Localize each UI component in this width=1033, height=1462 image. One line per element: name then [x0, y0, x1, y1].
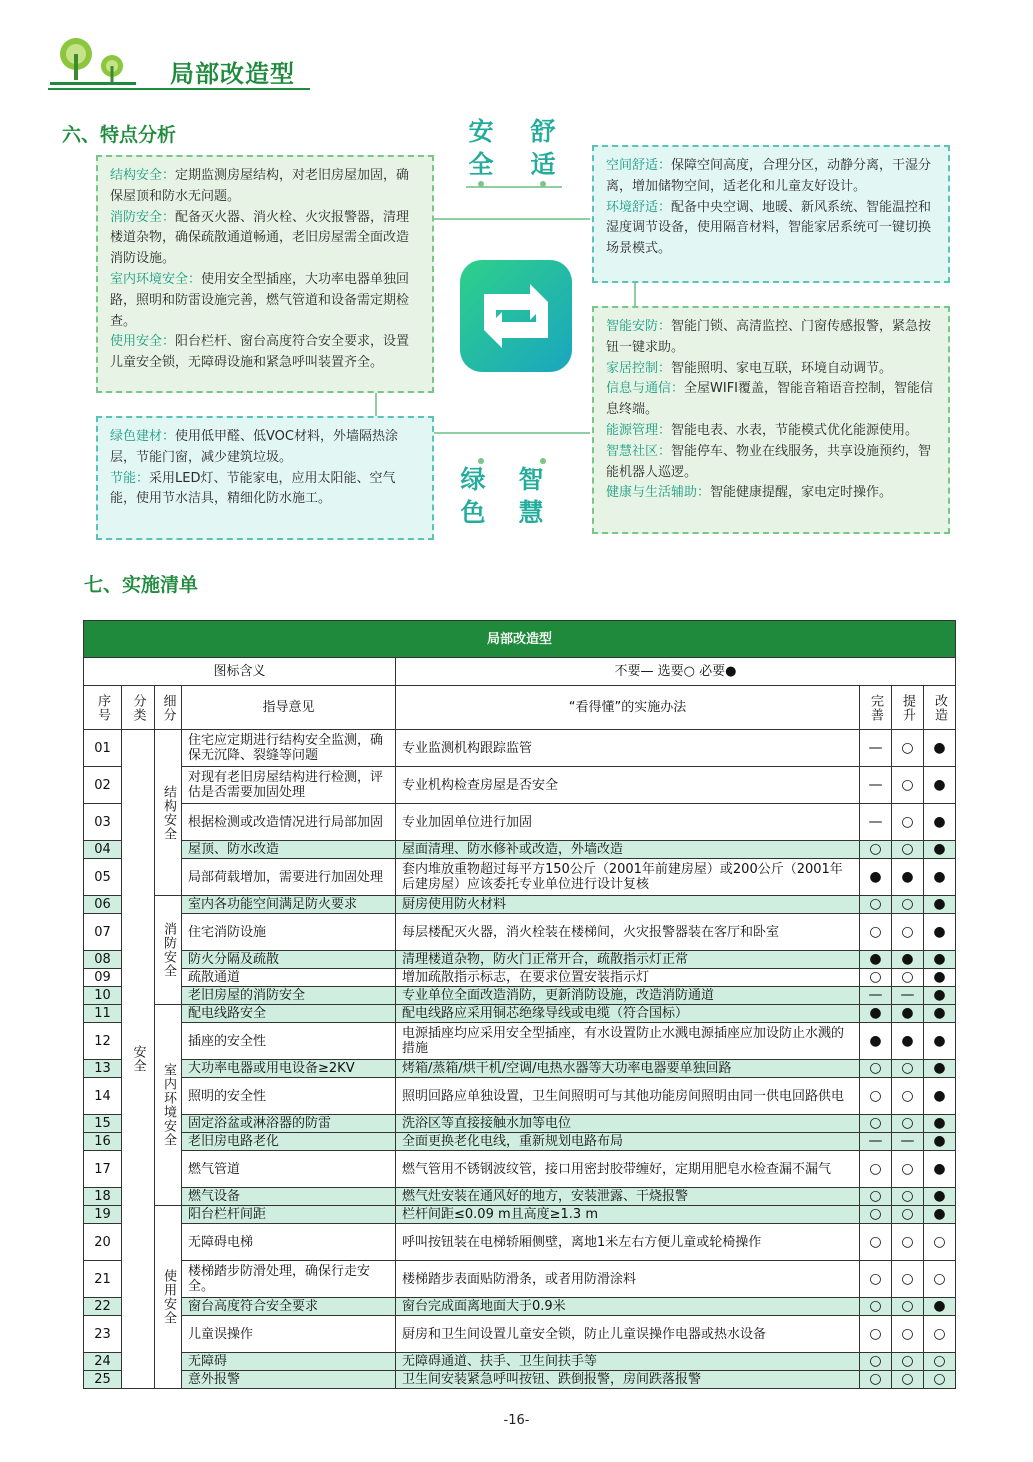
table-row [84, 1224, 956, 1261]
improve-symbol: ○ [860, 841, 892, 859]
renovate-symbol: ● [924, 1188, 956, 1206]
connector-line [430, 218, 590, 220]
guide-cell: 老旧房电路老化 [182, 1133, 396, 1151]
safety-item: 室内环境安全：使用安全型插座，大功率电器单独回路，照明和防雷设施完善，燃气管道和设备需定期检查。 [110, 271, 410, 329]
green-item: 节能：采用LED灯、节能家电，应用太阳能、空气能，使用节水洁具，精细化防水施工。 [110, 470, 396, 507]
center-char-green: 绿 [460, 465, 486, 494]
renovate-symbol: ● [924, 1298, 956, 1316]
subcategory-cell [155, 730, 182, 896]
col-header-cat: 分类 [130, 693, 146, 722]
guide-cell: 住宅应定期进行结构安全监测，确保无沉降、裂缝等问题 [182, 730, 396, 767]
guide-cell: 燃气管道 [182, 1151, 396, 1188]
row-number: 08 [84, 951, 122, 969]
row-number: 20 [84, 1224, 122, 1261]
smart-item: 智能安防：智能门锁、高清监控、门窗传感报警，紧急按钮一键求助。 [606, 319, 932, 355]
guide-cell: 楼梯踏步防滑处理，确保行走安全。 [182, 1261, 396, 1298]
renovate-symbol: ● [924, 804, 956, 841]
upgrade-symbol: ○ [892, 1261, 924, 1298]
center-char-comfort: 舒 [530, 117, 556, 146]
method-cell: 厨房使用防火材料 [396, 896, 860, 914]
upgrade-symbol: ○ [892, 1224, 924, 1261]
upgrade-symbol: ○ [892, 804, 924, 841]
row-number: 25 [84, 1371, 122, 1389]
method-cell: 无障碍通道、扶手、卫生间扶手等 [396, 1353, 860, 1371]
row-number: 13 [84, 1060, 122, 1078]
safety-box [96, 155, 434, 393]
renovate-symbol: ○ [924, 1224, 956, 1261]
category-cell [122, 730, 155, 1389]
method-cell: 专业机构检查房屋是否安全 [396, 767, 860, 804]
row-number: 19 [84, 1206, 122, 1224]
col-header-sub: 细分 [160, 693, 176, 722]
table-row [84, 987, 956, 1005]
method-cell: 燃气管用不锈钢波纹管，接口用密封胶带缠好，定期用肥皂水检查漏不漏气 [396, 1151, 860, 1188]
upgrade-symbol: ○ [892, 1115, 924, 1133]
col-header-c2: 提升 [900, 693, 915, 722]
renovate-symbol: ● [924, 951, 956, 969]
renovate-symbol: ● [924, 1005, 956, 1023]
table-row [84, 859, 956, 896]
method-cell: 清理楼道杂物，防火门正常开合，疏散指示灯正常 [396, 951, 860, 969]
implementation-table [83, 620, 956, 1389]
guide-cell: 固定浴盆或淋浴器的防雷 [182, 1115, 396, 1133]
category-label: 安全 [130, 1045, 146, 1073]
table-row [84, 1151, 956, 1188]
method-cell: 窗台完成面离地面大于0.9米 [396, 1298, 860, 1316]
upgrade-symbol: ○ [892, 1188, 924, 1206]
smart-box [592, 306, 950, 534]
table-row [84, 1371, 956, 1389]
method-cell: 厨房和卫生间设置儿童安全锁，防止儿童误操作电器或热水设备 [396, 1316, 860, 1353]
upgrade-symbol: ○ [892, 1371, 924, 1389]
improve-symbol: ○ [860, 1151, 892, 1188]
method-cell: 烤箱/蒸箱/烘干机/空调/电热水器等大功率电器要单独回路 [396, 1060, 860, 1078]
table-row [84, 1261, 956, 1298]
comfort-item: 空间舒适：保障空间高度，合理分区，动静分离，干湿分离，增加储物空间，适老化和儿童友好设计。 [606, 158, 932, 194]
row-number: 24 [84, 1353, 122, 1371]
row-number: 06 [84, 896, 122, 914]
improve-symbol: ○ [860, 1224, 892, 1261]
comfort-box [592, 145, 950, 283]
subcategory-cell [155, 896, 182, 1005]
improve-symbol: — [860, 804, 892, 841]
table-banner-title: 局部改造型 [84, 621, 956, 658]
upgrade-symbol: ● [892, 1005, 924, 1023]
renovate-symbol: ● [924, 1078, 956, 1115]
row-number: 09 [84, 969, 122, 987]
improve-symbol: ○ [860, 1371, 892, 1389]
upgrade-symbol: ○ [892, 767, 924, 804]
improve-symbol: ● [860, 1005, 892, 1023]
method-cell: 专业单位全面改造消防，更新消防设施，改造消防通道 [396, 987, 860, 1005]
upgrade-symbol: ○ [892, 914, 924, 951]
renovate-symbol: ● [924, 730, 956, 767]
comfort-item: 环境舒适：配备中央空调、地暖、新风系统、智能温控和湿度调节设备，使用隔音材料，智能家居系统可一键切换场景模式。 [606, 199, 932, 257]
guide-cell: 配电线路安全 [182, 1005, 396, 1023]
method-cell: 配电线路应采用铜芯绝缘导线或电缆（符合国标） [396, 1005, 860, 1023]
smart-item: 健康与生活辅助：智能健康提醒，家电定时操作。 [606, 485, 893, 501]
connector-line [375, 392, 377, 416]
renovate-symbol: ● [924, 914, 956, 951]
center-char-safe: 全 [468, 150, 494, 179]
improve-symbol: ○ [860, 969, 892, 987]
method-cell: 栏杆间距≤0.09 m且高度≥1.3 m [396, 1206, 860, 1224]
method-cell: 照明回路应单独设置，卫生间照明可与其他功能房间照明由同一供电回路供电 [396, 1078, 860, 1115]
guide-cell: 对现有老旧房屋结构进行检测，评估是否需要加固处理 [182, 767, 396, 804]
center-char-smart: 智 [518, 465, 544, 494]
guide-cell: 儿童误操作 [182, 1316, 396, 1353]
table-row [84, 1206, 956, 1224]
improve-symbol: ○ [860, 1060, 892, 1078]
method-cell: 卫生间安装紧急呼叫按钮、跌倒报警，房间跌落报警 [396, 1371, 860, 1389]
method-cell: 每层楼配灭火器，消火栓装在楼梯间，火灾报警器装在客厅和卧室 [396, 914, 860, 951]
row-number: 22 [84, 1298, 122, 1316]
renovate-symbol: ● [924, 1060, 956, 1078]
row-number: 07 [84, 914, 122, 951]
upgrade-symbol: — [892, 1133, 924, 1151]
guide-cell: 无障碍 [182, 1353, 396, 1371]
smart-item: 信息与通信：全屋WIFI覆盖，智能音箱语音控制，智能信息终端。 [606, 381, 934, 418]
cycle-arrows-icon [454, 254, 578, 378]
renovate-symbol: ● [924, 987, 956, 1005]
method-cell: 屋面清理、防水修补或改造，外墙改造 [396, 841, 860, 859]
row-number: 05 [84, 859, 122, 896]
method-cell: 全面更换老化电线，重新规划电路布局 [396, 1133, 860, 1151]
method-cell: 洗浴区等直接接触水加等电位 [396, 1115, 860, 1133]
renovate-symbol: ● [924, 1151, 956, 1188]
col-header-no: 序号 [95, 693, 110, 722]
improve-symbol: ○ [860, 1298, 892, 1316]
table-row [84, 730, 956, 767]
renovate-symbol: ● [924, 1023, 956, 1060]
row-number: 14 [84, 1078, 122, 1115]
guide-cell: 住宅消防设施 [182, 914, 396, 951]
upgrade-symbol: ○ [892, 841, 924, 859]
upgrade-symbol: ○ [892, 896, 924, 914]
connector-line [634, 280, 636, 306]
row-number: 04 [84, 841, 122, 859]
table-row [84, 1005, 956, 1023]
renovate-symbol: ● [924, 896, 956, 914]
guide-cell: 窗台高度符合安全要求 [182, 1298, 396, 1316]
subcategory-cell [155, 1005, 182, 1206]
upgrade-symbol: — [892, 987, 924, 1005]
smart-item: 家居控制：智能照明、家电互联，环境自动调节。 [606, 360, 893, 376]
row-number: 16 [84, 1133, 122, 1151]
upgrade-symbol: ○ [892, 1151, 924, 1188]
row-number: 02 [84, 767, 122, 804]
col-header-c1: 完善 [868, 693, 883, 722]
guide-cell: 无障碍电梯 [182, 1224, 396, 1261]
table-row [84, 969, 956, 987]
guide-cell: 燃气设备 [182, 1188, 396, 1206]
col-header-c3: 改造 [932, 693, 947, 722]
row-number: 23 [84, 1316, 122, 1353]
guide-cell: 阳台栏杆间距 [182, 1206, 396, 1224]
upgrade-symbol: ○ [892, 1298, 924, 1316]
guide-cell: 疏散通道 [182, 969, 396, 987]
improve-symbol: ○ [860, 914, 892, 951]
improve-symbol: — [860, 730, 892, 767]
upgrade-symbol: ○ [892, 1316, 924, 1353]
upgrade-symbol: ● [892, 951, 924, 969]
table-row [84, 1316, 956, 1353]
guide-cell: 老旧房屋的消防安全 [182, 987, 396, 1005]
renovate-symbol: ● [924, 1133, 956, 1151]
subcategory-label: 结构安全 [161, 784, 176, 841]
table-row [84, 804, 956, 841]
upgrade-symbol: ● [892, 859, 924, 896]
center-char-comfort: 适 [530, 150, 556, 179]
table-row [84, 841, 956, 859]
improve-symbol: ○ [860, 1115, 892, 1133]
improve-symbol: ● [860, 859, 892, 896]
row-number: 01 [84, 730, 122, 767]
bullet-dot [540, 181, 546, 187]
page-number: -16- [503, 1413, 530, 1428]
renovate-symbol: ○ [924, 1353, 956, 1371]
renovate-symbol: ● [924, 969, 956, 987]
upgrade-symbol: ● [892, 1023, 924, 1060]
section-6-title: 六、特点分析 [62, 124, 177, 146]
improve-symbol: ○ [860, 1261, 892, 1298]
guide-cell: 根据检测或改造情况进行局部加固 [182, 804, 396, 841]
section-7-title: 七、实施清单 [84, 574, 199, 596]
improve-symbol: ○ [860, 1316, 892, 1353]
row-number: 10 [84, 987, 122, 1005]
table-row [84, 914, 956, 951]
green-item: 绿色建材：使用低甲醛、低VOC材料，外墙隔热涂层，节能门窗，减少建筑垃圾。 [110, 429, 398, 465]
green-box [96, 416, 434, 540]
col-header-guide: 指导意见 [182, 686, 396, 730]
center-char-smart: 慧 [518, 498, 544, 527]
renovate-symbol: ● [924, 859, 956, 896]
method-cell: 呼叫按钮装在电梯轿厢侧壁，离地1米左右方便儿童或轮椅操作 [396, 1224, 860, 1261]
method-cell: 燃气灶安装在通风好的地方，安装泄露、干烧报警 [396, 1188, 860, 1206]
subcategory-cell [155, 1206, 182, 1389]
upgrade-symbol: ○ [892, 1353, 924, 1371]
guide-cell: 插座的安全性 [182, 1023, 396, 1060]
legend-row [84, 658, 956, 686]
connector-line [430, 432, 590, 434]
row-number: 18 [84, 1188, 122, 1206]
table-row [84, 951, 956, 969]
improve-symbol: ○ [860, 1188, 892, 1206]
guide-cell: 意外报警 [182, 1371, 396, 1389]
col-header-method: “看得懂”的实施办法 [396, 686, 860, 730]
improve-symbol: ○ [860, 1078, 892, 1115]
method-cell: 楼梯踏步表面贴防滑条，或者用防滑涂料 [396, 1261, 860, 1298]
table-row [84, 1078, 956, 1115]
table-body [84, 730, 956, 1389]
table-row [84, 1023, 956, 1060]
subcategory-label: 使用安全 [161, 1269, 176, 1325]
guide-cell: 局部荷载增加，需要进行加固处理 [182, 859, 396, 896]
method-cell: 专业监测机构跟踪监管 [396, 730, 860, 767]
row-number: 21 [84, 1261, 122, 1298]
smart-item: 能源管理：智能电表、水表，节能模式优化能源使用。 [606, 422, 919, 438]
renovate-symbol: ● [924, 1206, 956, 1224]
safety-item: 使用安全：阳台栏杆、窗台高度符合安全要求，设置儿童安全锁，无障碍设施和紧急呼叫装置齐全。 [110, 334, 410, 371]
improve-symbol: ○ [860, 1353, 892, 1371]
table-row [84, 1298, 956, 1316]
improve-symbol: — [860, 987, 892, 1005]
renovate-symbol: ○ [924, 1261, 956, 1298]
table-row [84, 1188, 956, 1206]
guide-cell: 大功率电器或用电设备≥2KV [182, 1060, 396, 1078]
table-banner [84, 621, 956, 658]
renovate-symbol: ● [924, 841, 956, 859]
legend-label: 图标含义 [84, 658, 396, 686]
improve-symbol: — [860, 767, 892, 804]
row-number: 17 [84, 1151, 122, 1188]
improve-symbol: ● [860, 951, 892, 969]
subcategory-label: 室内环境安全 [161, 1063, 176, 1147]
subcategory-label: 消防安全 [161, 922, 176, 978]
renovate-symbol: ○ [924, 1316, 956, 1353]
guide-cell: 室内各功能空间满足防火要求 [182, 896, 396, 914]
method-cell: 套内堆放重物超过每平方150公斤（2001年前建房屋）或200公斤（2001年后建房屋）应该委托专业单位进行设计复核 [396, 859, 860, 896]
tree-logo-icon [50, 36, 136, 88]
renovate-symbol: ● [924, 1115, 956, 1133]
row-number: 12 [84, 1023, 122, 1060]
smart-item: 智慧社区：智能停车、物业在线服务，共享设施预约，智能机器人巡逻。 [606, 443, 932, 480]
row-number: 03 [84, 804, 122, 841]
header-row [84, 686, 956, 730]
renovate-symbol: ● [924, 767, 956, 804]
legend-value: 不要— 选要○ 必要● [396, 658, 956, 686]
guide-cell: 防火分隔及疏散 [182, 951, 396, 969]
upgrade-symbol: ○ [892, 1206, 924, 1224]
row-number: 11 [84, 1005, 122, 1023]
improve-symbol: ● [860, 1023, 892, 1060]
upgrade-symbol: ○ [892, 969, 924, 987]
upgrade-symbol: ○ [892, 1060, 924, 1078]
safety-item: 消防安全：配备灭火器、消火栓、火灾报警器，清理楼道杂物，确保疏散通道畅通，老旧房屋需全面改造消防设施。 [110, 209, 410, 267]
safety-item: 结构安全：定期监测房屋结构，对老旧房屋加固，确保屋顶和防水无问题。 [110, 168, 410, 204]
center-char-safe: 安 [468, 117, 494, 146]
center-char-green: 色 [460, 498, 486, 527]
bullet-dot [478, 181, 484, 187]
improve-symbol: ○ [860, 896, 892, 914]
method-cell: 专业加固单位进行加固 [396, 804, 860, 841]
table-row [84, 767, 956, 804]
method-cell: 电源插座均应采用安全型插座，有水设置防止水溅电源插座应加设防止水溅的措施 [396, 1023, 860, 1060]
improve-symbol: — [860, 1133, 892, 1151]
title-underline [48, 88, 310, 90]
improve-symbol: ○ [860, 1206, 892, 1224]
page-title: 局部改造型 [170, 60, 295, 88]
table-row [84, 1353, 956, 1371]
upgrade-symbol: ○ [892, 1078, 924, 1115]
method-cell: 增加疏散指示标志，在要求位置安装指示灯 [396, 969, 860, 987]
row-number: 15 [84, 1115, 122, 1133]
guide-cell: 屋顶、防水改造 [182, 841, 396, 859]
table-row [84, 1115, 956, 1133]
upgrade-symbol: ○ [892, 730, 924, 767]
table-row [84, 1133, 956, 1151]
renovate-symbol: ○ [924, 1371, 956, 1389]
table-row [84, 896, 956, 914]
table-row [84, 1060, 956, 1078]
guide-cell: 照明的安全性 [182, 1078, 396, 1115]
